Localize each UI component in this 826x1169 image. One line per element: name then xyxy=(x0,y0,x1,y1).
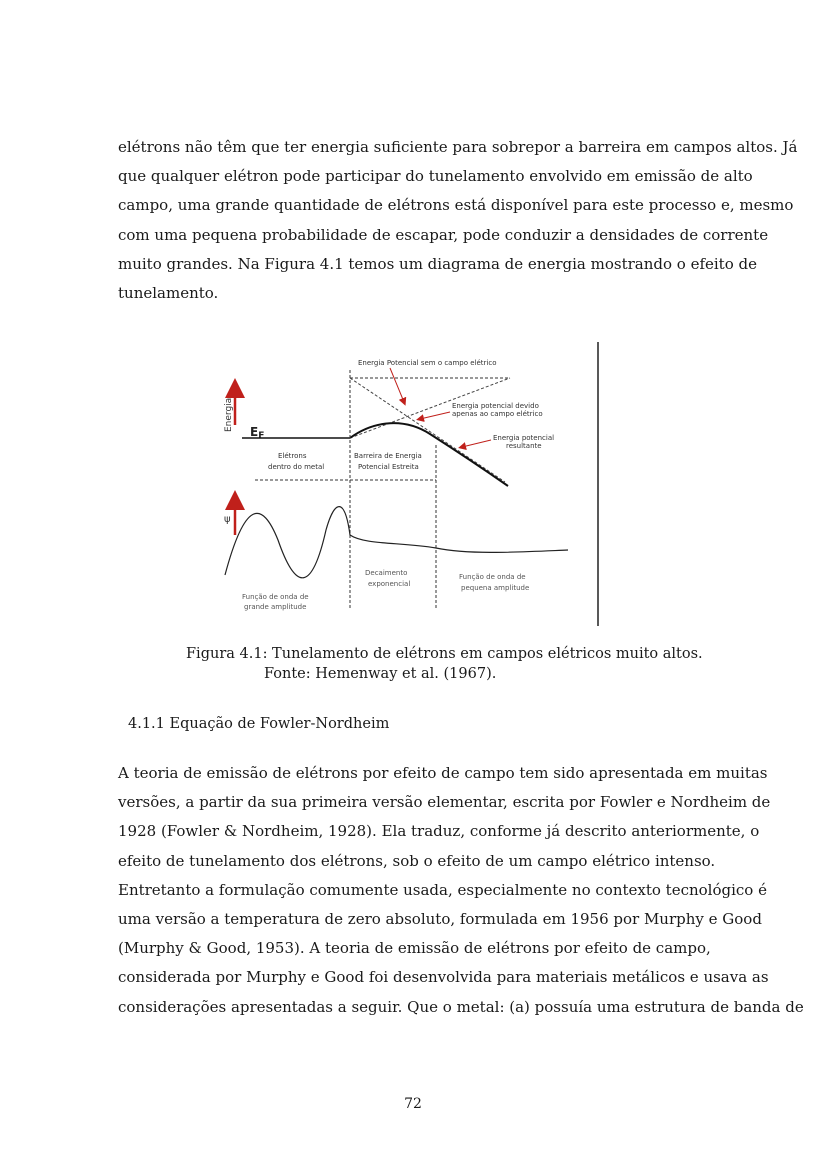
label-resulting-potential-line2: resultante xyxy=(506,442,542,450)
paragraph-line: versões, a partir da sua primeira versão elementar, escrita por Fowler e Nordheim de xyxy=(118,793,771,812)
label-electrons-line1: Elétrons xyxy=(278,452,307,460)
paragraph-line: uma versão a temperatura de zero absoluto, formulada em 1956 por Murphy e Good xyxy=(118,909,762,928)
psi-label: ψ xyxy=(224,514,231,525)
fermi-level-label: EF xyxy=(250,425,265,441)
paragraph-line: com uma pequena probabilidade de escapar, pode conduzir a densidades de corrente xyxy=(118,225,769,244)
paragraph-line: campo, uma grande quantidade de elétrons está disponível para este processo e, mesmo xyxy=(118,196,794,215)
pointer-arrow xyxy=(462,440,491,447)
paragraph-line: que qualquer elétron pode participar do tunelamento envolvido em emissão de alto xyxy=(118,167,753,186)
paragraph-line: 1928 (Fowler & Nordheim, 1928). Ela traduz, conforme já descrito anteriormente, o xyxy=(118,822,760,841)
label-exponential-decay-line1: Decaimento xyxy=(365,569,408,577)
paragraph-2 xyxy=(118,759,804,1022)
wave-function-curve xyxy=(225,507,568,578)
paragraph-line: muito grandes. Na Figura 4.1 temos um diagrama de energia mostrando o efeito de xyxy=(118,254,757,273)
label-barrier-line1: Barreira de Energia xyxy=(354,452,422,460)
label-potential-without-field: Energia Potencial sem o campo elétrico xyxy=(358,359,497,367)
label-resulting-potential-line1: Energia potencial xyxy=(493,434,555,442)
label-exponential-decay-line2: exponencial xyxy=(368,580,411,588)
paragraph-line: considerações apresentadas a seguir. Que o metal: (a) possuía uma estrutura de banda de xyxy=(118,997,804,1016)
pointer-arrow xyxy=(420,412,450,419)
tunneling-energy-diagram xyxy=(200,330,630,630)
label-large-amplitude-line1: Função de onda de xyxy=(242,593,309,601)
paragraph-line: (Murphy & Good, 1953). A teoria de emissão de elétrons por efeito de campo, xyxy=(118,939,711,958)
label-small-amplitude-line2: pequena amplitude xyxy=(461,584,530,592)
label-barrier-line2: Potencial Estreita xyxy=(358,463,419,471)
paragraph-line: considerada por Murphy e Good foi desenvolvida para materiais metálicos e usava as xyxy=(118,968,769,987)
label-field-potential-line1: Energia potencial devido xyxy=(452,402,539,410)
paragraph-1 xyxy=(118,133,798,308)
paragraph-line: Entretanto a formulação comumente usada, especialmente no contexto tecnológico é xyxy=(118,880,767,899)
paragraph-line: elétrons não têm que ter energia suficiente para sobrepor a barreira em campos altos. Já xyxy=(118,138,798,156)
energy-axis-label: Energia xyxy=(224,397,234,432)
page-number: 72 xyxy=(404,1096,422,1112)
label-electrons-line2: dentro do metal xyxy=(268,463,325,471)
paragraph-line: A teoria de emissão de elétrons por efeito de campo tem sido apresentada em muitas xyxy=(118,764,768,782)
label-field-potential-line2: apenas ao campo elétrico xyxy=(452,410,543,418)
label-large-amplitude-line2: grande amplitude xyxy=(244,603,307,611)
paragraph-line: tunelamento. xyxy=(118,283,219,302)
pointer-arrow xyxy=(390,368,404,402)
label-small-amplitude-line1: Função de onda de xyxy=(459,573,526,581)
paragraph-line: efeito de tunelamento dos elétrons, sob o efeito de um campo elétrico intenso. xyxy=(118,851,716,870)
figure-caption: Figura 4.1: Tunelamento de elétrons em campos elétricos muito altos. xyxy=(186,646,703,662)
section-heading: 4.1.1 Equação de Fowler-Nordheim xyxy=(128,716,390,732)
figure-source: Fonte: Hemenway et al. (1967). xyxy=(264,666,497,682)
